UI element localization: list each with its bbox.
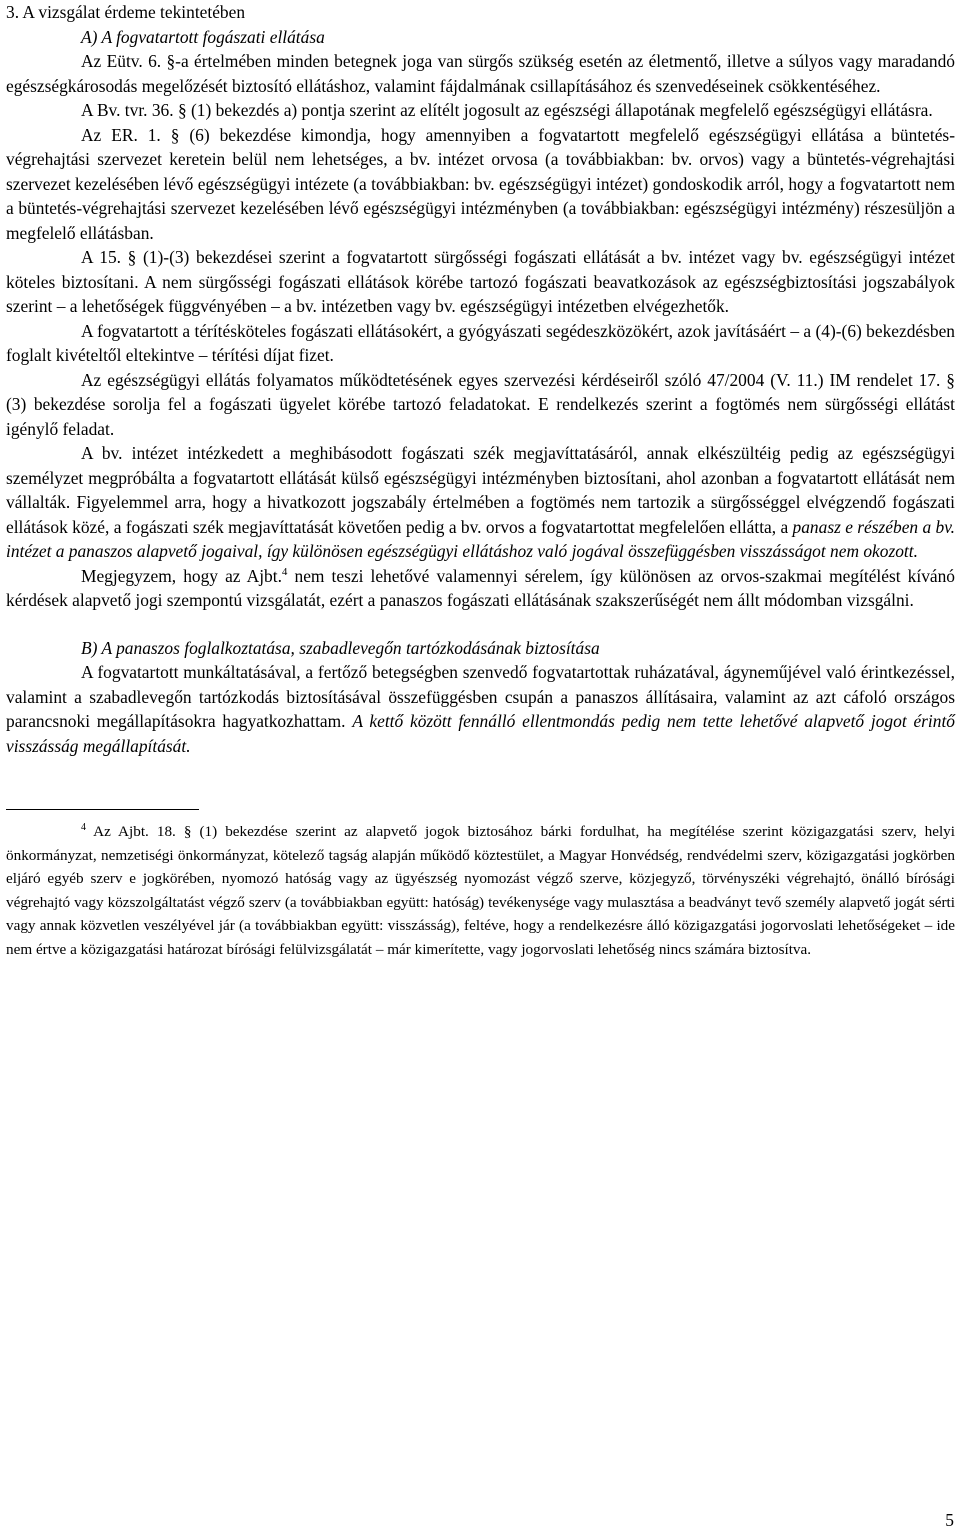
paragraph-2: A Bv. tvr. 36. § (1) bekezdés a) pontja szerint az elítélt jogosult az egészségi állapotának megfelelő egészségügyi ellátásra. xyxy=(81,100,933,120)
subheading-b: B) A panaszos foglalkoztatása, szabadlevegőn tartózkodásának biztosítása xyxy=(81,637,600,658)
paragraph-9-conclusion: A kettő között fennálló ellentmondás pedig nem tette lehetővé alapvető jogot érintő visszásság megállapítását. xyxy=(6,711,955,756)
footnote-text: Az Ajbt. 18. § (1) bekezdése szerint az alapvető jogok biztosához bárki fordulhat, ha megítélése szerint közigazgatási szerv, helyi önkormányzat, nemzetiségi önkormányzat, kötelező tagság alapján működő köztestület, a Magyar Honvédség, rendvédelmi szerv, közigazgatási jogkörben eljáró egyéb szerv e jogkörében, nyomozó hatóság vagy az ügyészség nyomozást végző szerve, közjegyző, törvényszéki végrehajtó, önálló bírósági végrehajtó vagy közszolgáltatást végző szerv (a továbbiakban együtt: hatóság) tevékenysége vagy mulasztása a beadványt tevő személy alapvető jogát sérti vagy annak közvetlen veszélyével jár (a továbbiakban együtt: visszásság), feltéve, hogy a rendelkezésre álló közigazgatási jogorvoslati lehetőségeket – ide nem értve a közigazgatási határozat bírósági felülvizsgálatát – már kimerítette, vagy jogorvoslati lehetőség nincs számára biztosítva. xyxy=(6,823,955,958)
subheading-a: A) A fogvatartott fogászati ellátása xyxy=(81,26,325,47)
paragraph-1: Az Eütv. 6. §-a értelmében minden betegnek joga van sürgős szükség esetén az életmentő, illetve a súlyos vagy maradandó egészségkárosodás megelőzését biztosító ellátáshoz, valamint fájdalmának csillapításához és szenvedéseinek csökkentéséhez. xyxy=(6,51,955,96)
paragraph-3: Az ER. 1. § (6) bekezdése kimondja, hogy amennyiben a fogvatartott megfelelő egészségügyi ellátása a büntetés-végrehajtási szervezet keretein belül nem lehetséges, a bv. intézet orvosa (a továbbiakban: bv. orvos) vagy a büntetés-végrehajtási szervezet kezelésében lévő egészségügyi intézete (a továbbiakban: bv. egészségügyi intézet) gondoskodik arról, hogy a fogvatartott nem a büntetés-végrehajtási szervezet kezelésében lévő egészségügyi intézményben (a továbbiakban: egészségügyi intézmény) részesüljön a megfelelő ellátásban. xyxy=(6,124,955,243)
paragraph-6: Az egészségügyi ellátás folyamatos működtetésének egyes szervezési kérdéseiről szóló 47/2004 (V. 11.) IM rendelet 17. § (3) bekezdése sorolja fel a fogászati ügyelet körébe tartozó feladatokat. E rendelkezés szerint a fogtömés nem sürgősségi ellátást igénylő feladat. xyxy=(6,369,955,439)
paragraph-7 xyxy=(6,441,955,564)
paragraph-4: A 15. § (1)-(3) bekezdései szerint a fogvatartott sürgősségi fogászati ellátását a bv. intézet vagy bv. egészségügyi intézet köteles biztosítani. A nem sürgősségi fogászati ellátások körébe tartozó fogászati beavatkozások az egészségbiztosítási jogszabályok szerint – a lehetőségek függvényében – a bv. intézetben vagy bv. egészségügyi intézetben elvégezhetők. xyxy=(6,247,955,316)
footnote xyxy=(6,820,955,962)
footnote-separator xyxy=(6,809,199,810)
paragraph-7-text: A bv. intézet intézkedett a meghibásodott fogászati szék megjavíttatásáról, annak elkészültéig pedig az egészségügyi személyzet megpróbálta a fogvatartott ellátását külső egészségügyi intézményben biztosítani, ahol azonban a fogvatartott ellátását nem vállalták. Figyelemmel arra, hogy a hivatkozott jogszabály értelmében a fogtömés nem tartozik a sürgősséggel elvégzendő fogászati ellátások közé, a fogászati szék megjavíttatását követően pedig a bv. orvos a fogvatartottat megfelelően ellátta, a xyxy=(6,443,955,537)
paragraph-8 xyxy=(6,564,955,613)
paragraph-9 xyxy=(6,660,955,758)
page-number: 5 xyxy=(945,1510,954,1530)
paragraph-7-conclusion: panasz e részében a bv. intézet a panaszos alapvető jogaival, így különösen egészségügyi ellátáshoz való jogával összefüggésben visszásságot nem okozott. xyxy=(6,516,955,561)
paragraph-5: A fogvatartott a térítésköteles fogászati ellátásokért, a gyógyászati segédeszközökért, azok javításáért – a (4)-(6) bekezdésben foglalt kivételtől eltekintve – térítési díjat fizet. xyxy=(6,320,955,365)
section-heading: 3. A vizsgálat érdeme tekintetében xyxy=(6,2,246,22)
footnote-mark: 4 xyxy=(81,822,86,833)
footnote-reference[interactable]: 4 xyxy=(281,565,288,578)
paragraph-8-text-start: Megjegyzem, hogy az Ajbt. xyxy=(81,565,282,586)
paragraph-8-text-end: nem teszi lehetővé valamennyi sérelem, így különösen az orvos-szakmai megítélést kívánó kérdések alapvető jogi szempontú vizsgálatát, ezért a panaszos fogászati ellátásának szakszerűségét nem állt módomban vizsgálni. xyxy=(6,565,955,610)
paragraph-9-text: A fogvatartott munkáltatásával, a fertőző betegségben szenvedő fogvatartottak ruházatával, ágyneműjével való érintkezéssel, valamint a szabadlevegőn tartózkodás biztosításával összefüggésben csupán a panaszos állításaira, valamint az azt cáfoló országos parancsnoki megállapításokra hagyatkozhattam. xyxy=(6,662,955,731)
